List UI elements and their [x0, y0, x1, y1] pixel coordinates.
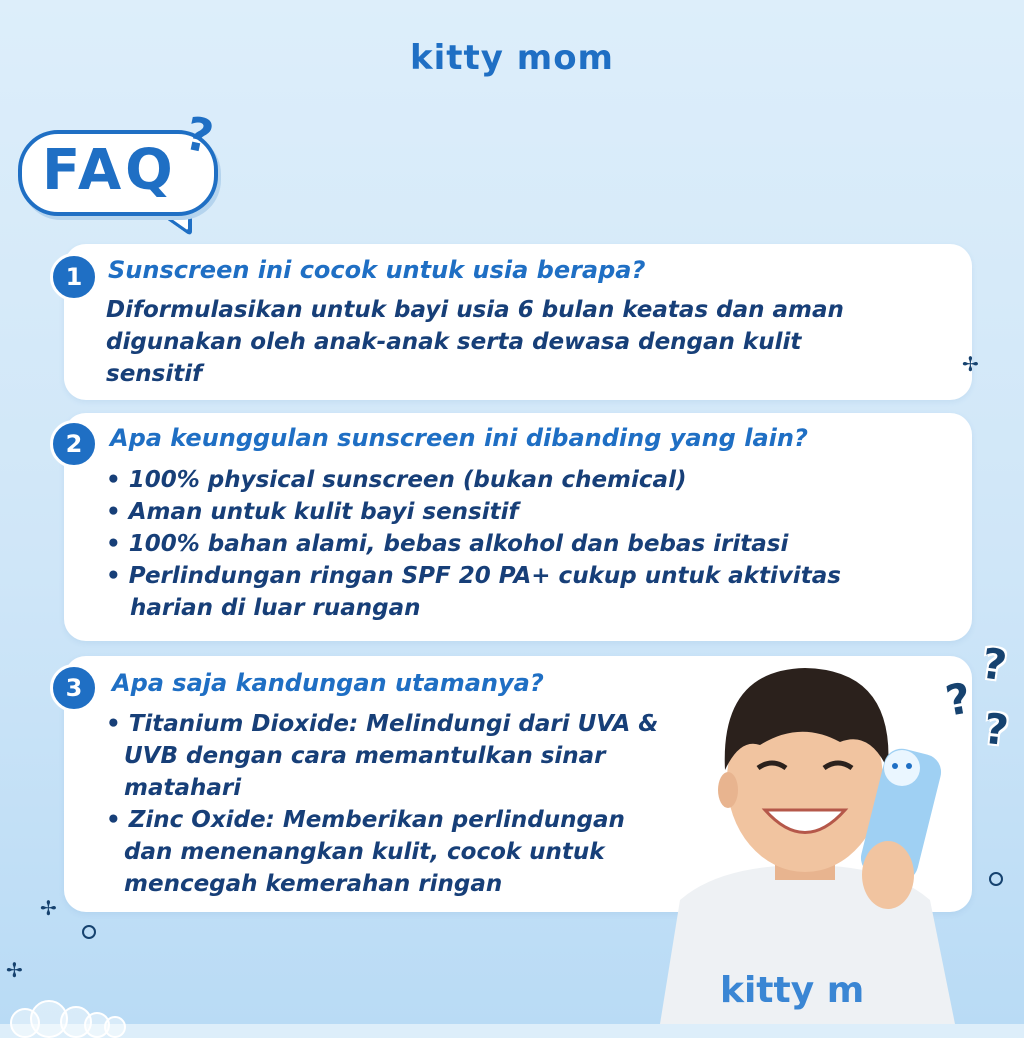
answer-line: sensitif: [106, 361, 203, 387]
answer-bullet: • Zinc Oxide: Memberikan perlindungan: [106, 807, 625, 833]
faq-number-3: 3: [50, 664, 98, 712]
sparkle-icon: ✢: [40, 896, 57, 920]
question-mark-icon: ?: [941, 673, 975, 726]
foam-bubbles: [0, 984, 150, 1024]
faq-number-1: 1: [50, 253, 98, 301]
faq-question-2: Apa keunggulan sunscreen ini dibanding yang lain?: [110, 424, 808, 452]
question-mark-icon: ?: [978, 638, 1010, 691]
answer-bullet: • 100% physical sunscreen (bukan chemical): [106, 467, 687, 493]
page-title: FAQ: [42, 138, 177, 203]
answer-line: digunakan oleh anak-anak serta dewasa dengan kulit: [106, 329, 802, 355]
sparkle-icon: ✢: [962, 352, 979, 376]
faq-answer-1: [106, 294, 844, 390]
answer-bullet-continued: dan menenangkan kulit, cocok untuk: [124, 839, 605, 865]
faq-answer-3: [106, 708, 666, 900]
brand-logo: kitty mom: [410, 38, 614, 78]
child-photo: [640, 650, 970, 1024]
question-mark-icon: ?: [981, 703, 1011, 756]
sparkle-icon: ✢: [6, 958, 23, 982]
faq-number-2: 2: [50, 420, 98, 468]
answer-bullet: • Titanium Dioxide: Melindungi dari UVA &: [106, 711, 659, 737]
answer-bullet-continued: UVB dengan cara memantulkan sinar: [124, 743, 606, 769]
answer-bullet: • Perlindungan ringan SPF 20 PA+ cukup untuk aktivitas: [106, 563, 841, 589]
answer-bullet-continued: harian di luar ruangan: [130, 595, 421, 621]
answer-bullet: • 100% bahan alami, bebas alkohol dan bebas iritasi: [106, 531, 789, 557]
faq-question-1: Sunscreen ini cocok untuk usia berapa?: [108, 256, 646, 284]
faq-question-3: Apa saja kandungan utamanya?: [112, 669, 544, 697]
question-mark-icon: ?: [180, 105, 219, 165]
circle-icon: [989, 872, 1003, 886]
faq-answer-2: [106, 464, 841, 624]
answer-bullet: • Aman untuk kulit bayi sensitif: [106, 499, 519, 525]
circle-icon: [82, 925, 96, 939]
answer-line: Diformulasikan untuk bayi usia 6 bulan keatas dan aman: [106, 297, 844, 323]
answer-bullet-continued: mencegah kemerahan ringan: [124, 871, 503, 897]
answer-bullet-continued: matahari: [124, 775, 242, 801]
shirt-logo: kitty m: [720, 970, 865, 1011]
